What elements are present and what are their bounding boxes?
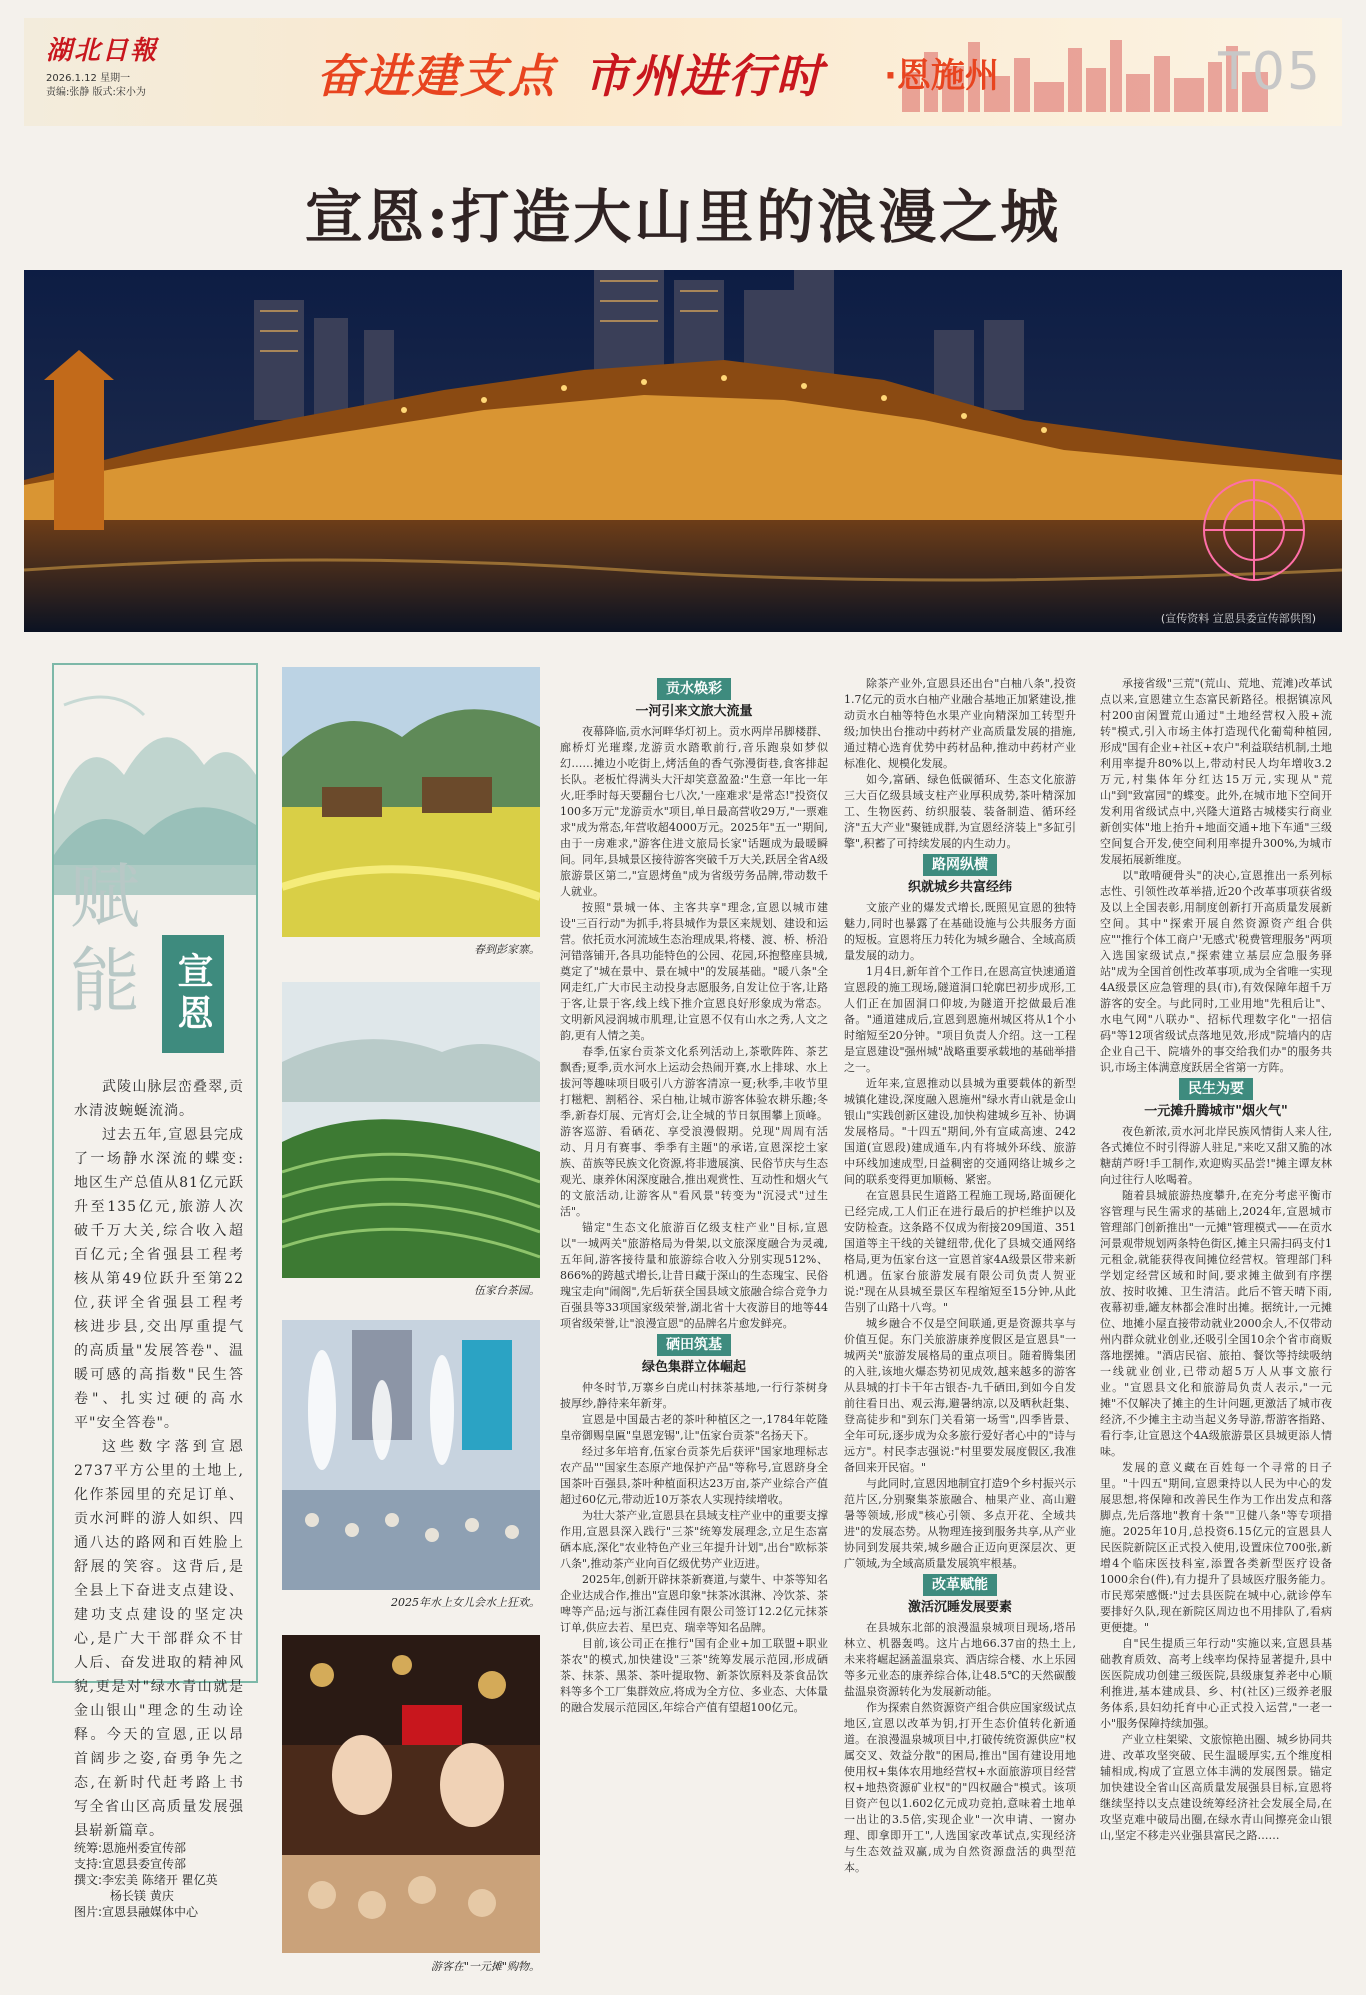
text-column-1	[560, 676, 828, 1976]
paragraph: 文旅产业的爆发式增长,既照见宣恩的独特魅力,同时也暴露了在基础设施与公共服务方面的短板。宣恩将压力转化为城乡融合、全域高质量发展的动力。	[844, 901, 1076, 962]
column-region: ·恩施州	[884, 56, 999, 96]
editor-credits: 责编:张静 版式:宋小为	[46, 87, 146, 98]
paragraph: 夜色新浓,贡水河北岸民族风情街人来人往,各式摊位不时引得游人驻足,"来吃又甜又脆的冰糖葫芦呀!手工制作,欢迎购买品尝!"摊主谭友林向过往行人吆喝着。	[1100, 1125, 1332, 1186]
section-title: 织就城乡共富经纬	[907, 880, 1012, 895]
paragraph: 自"民生提质三年行动"实施以来,宣恩县基础教育质效、高考上线率均保持显著提升,县中医医院成功创建三级医院,县级康复养老中心顺利推进,基本建成县、乡、村(社区)三级养老服务体系,县妇幼托育中心正式投入运营,"一老一小"服务保障持续加强。	[1100, 1637, 1332, 1730]
section-badge: 民生为要	[1179, 1078, 1253, 1100]
hero-credit: (宣传资料 宣恩县委宣传部供图)	[1160, 612, 1316, 625]
page-number: T05	[1218, 42, 1322, 102]
column-title: 奋进建支点	[316, 49, 556, 103]
paragraph: 承接省级"三荒"(荒山、荒地、荒滩)改革试点以来,宣恩建立生态富民新路径。根据镇凉风村200亩闲置荒山通过"土地经营权入股+流转"模式,引入市场主体打造现代化葡萄种植园,形成"国有企业+社区+农户"利益联结机制,土地利用率提升80%以上,带动村民人均年增收3.2万元,村集体年分红达15万元,实现从"荒山"到"致富园"的蝶变。此外,在城市地下空间开发利用省级试点中,兴隆大道路古城楼实行商业新创实体"地上抬升+地面交通+地下车通"三级空间复合开发,使空间利用率提升300%,为城市发展拓展新维度。	[1100, 677, 1332, 866]
photo-one-yuan-stall	[282, 1635, 540, 1953]
text-column-3	[1100, 676, 1332, 1976]
credit-line: 撰文:李宏美 陈绪开 瞿亿英	[74, 1873, 218, 1887]
photo-caption: 春到彭家寨。	[474, 943, 540, 956]
night-market-scene	[282, 1635, 540, 1953]
section-badge: 硒田筑基	[657, 1334, 731, 1356]
paragraph: 2025年,创新开辟抹茶新赛道,与蒙牛、中茶等知名企业达成合作,推出"宣恩印象"抹茶冰淇淋、冷饮茶、茶啤等产品;远与浙江森佳园有限公司签订12.2亿元抹茶订单,供应去若、星巴克、瑞幸等知名品牌。	[560, 1573, 828, 1634]
paragraph: 除茶产业外,宣恩县还出台"白柚八条",投资1.7亿元的贡水白柚产业融合基地正加紧建设,推动贡水白柚等特色水果产业向精深加工转型升级;加快出台推动中药材产业高质量发展的措施,通过精心选育优势中药材品种,推动中药材产业标准化、规模化发展。	[844, 677, 1076, 770]
paragraph: 宣恩是中国最古老的茶叶种植区之一,1784年乾隆皇帝御赐皇匾"皇恩宠锡",让"伍家台贡茶"名扬天下。	[560, 1413, 828, 1442]
section-badge: 改革赋能	[923, 1574, 997, 1596]
intro-paragraph: 武陵山脉层峦叠翠,贡水清波蜿蜒流淌。	[74, 1079, 244, 1119]
paragraph: 锚定"生态文化旅游百亿级支柱产业"目标,宣恩以"一城两关"旅游格局为骨架,以文旅深度融合为灵魂,五年间,游客接待量和旅游综合收入分别实现512%、866%的跨越式增长,让昔日藏于深山的生态瑰宝、民俗瑰宝走向"闹阁",先后斩获全国县域文旅融合综合竞争力百强县等33项国家级荣誉,湖北省十大夜游目的地等44项省级荣誉,让"浪漫宣恩"的品牌名片愈发鲜亮。	[560, 1221, 828, 1330]
paragraph: 与此同时,宣恩因地制宜打造9个乡村振兴示范片区,分别聚集茶旅融合、柚果产业、高山避暑等领域,形成"核心引领、多点开花、全域共进"的发展态势。从物理连接到服务共享,从产业协同到发展共荣,城乡融合正迈向更深层次、更广领域,为全域高质量发展筑牢根基。	[844, 1477, 1076, 1570]
paragraph: 春季,伍家台贡茶文化系列活动上,茶歌阵阵、茶艺飘香;夏季,贡水河水上运动会热闹开赛,水上排球、水上拔河等趣味项目吸引八方游客清凉一夏;秋季,丰收节里打糍粑、割稻谷、采白柚,让城市游客体验农耕乐趣;冬季,新春灯展、元宵灯会,让全城的节日氛围攀上顶峰。游客巡游、看硒花、享受浪漫假期。兑现"周周有活动、月月有赛事、季季有主题"的承诺,宣恩深挖土家族、苗族等民族文化资源,将非遗展演、民俗节庆与生态观光、康养休闲深度融合,推出观赏性、互动性和烟火气的文旅活动,让游客从"看风景"转变为"沉浸式"过生活"。	[560, 1045, 828, 1218]
page-headline: 宣恩:打造大山里的浪漫之城	[304, 183, 1062, 251]
section-title: 绿色集群立体崛起	[641, 1360, 746, 1375]
photo-wujiatai	[282, 982, 540, 1278]
paragraph: 发展的意义藏在百姓每一个寻常的日子里。"十四五"期间,宣恩秉持以人民为中心的发展思想,将保障和改善民生作为工作出发点和落脚点,先后落地"教育十条""卫健八条"等专项措施。2025年10月,总投资6.15亿元的宣恩县人民医院新院区正式投入使用,设置床位700张,新增4个临床医技科室,添置各类新型医疗设备1000余台(件),有力提升了县域医疗服务能力。市民郑荣感慨:"过去县医院在城中心,就诊停车要排好久队,现在新院区周边也不用排队了,看病更便捷。"	[1100, 1461, 1332, 1634]
column-subtitle: 市州进行时	[584, 49, 824, 103]
paragraph: 为壮大茶产业,宣恩县在县域支柱产业中的重要支撑作用,宣恩县深入践行"三茶"统筹发展理念,立足生态富硒本底,深化"农业特色产业三年提升计划",出台"欧标茶八条",推动茶产业向百亿级优势产业迈进。	[560, 1509, 828, 1570]
paragraph: 近年来,宣恩推动以县城为重要载体的新型城镇化建设,深度融入恩施州"绿水青山就是金山银山"实践创新区建设,加快构建城乡互补、协调发展格局。"十四五"期间,外有宣咸高速、242国道(宣恩段)建成通车,内有将城外环线、旅游中环线加速成型,日益稠密的交通网络让城乡之间的联系变得更加顺畅、紧密。	[844, 1077, 1076, 1186]
newspaper-logo: 湖北日報	[46, 36, 159, 66]
paragraph: 作为探索自然资源资产组合供应国家级试点地区,宣恩以改革为钥,打开生态价值转化新通道。在浪漫温泉城项目中,打破传统资源供应"权属交叉、效益分散"的困局,推出"国有建设用地使用权+集体农用地经营权+水面旅游项目经营权+地热资源矿业权"的"四权融合"模式。该项目资产包以1.602亿元成功竞拍,意味着土地单一出让的3.5倍,实现企业"一次申请、一窗办理、即拿即开工",人选国家改革试点,实现经济与生态效益双赢,成为自然资源盘活的典型范本。	[844, 1701, 1076, 1874]
article-credits	[74, 1840, 264, 1920]
intro-paragraph: 这些数字落到宣恩2737平方公里的土地上,化作茶园里的充足订单、贡水河畔的游人如织、四通八达的路网和百姓脸上舒展的笑容。这背后,是全县上下奋进支点建设、建功支点建设的坚定决心,是广大干部群众不甘人后、奋发进取的精神风貌,更是对"绿水青山就是金山银山"理念的生动诠释。今天的宣恩,正以昂首阔步之姿,奋勇争先之态,在新时代赶考路上书写全省山区高质量发展强县崭新篇章。	[74, 1439, 244, 1839]
feature-sidebar	[52, 663, 258, 1839]
credit-line: 杨长镁 黄庆	[110, 1889, 174, 1903]
paragraph: 随着县城旅游热度攀升,在充分考虑平衡市容管理与民生需求的基础上,2024年,宣恩城市管理部门创新推出"一元摊"管理模式——在贡水河景观带规划两条特色街区,摊主只需扫码支付1元租金,就能获得夜间摊位经营权。管理部门科学划定经营区域和时间,要求摊主做到有序摆放、按时收摊、卫生清洁。此后不管天晴下雨,夜幕初垂,罐友林都会准时出摊。据统计,一元摊位、地摊小屋直接带动就业2000余人,不仅带动州内群众就业创业,还吸引全国10余个省市商贩落地摆摊。"酒店民宿、旅拍、餐饮等持续吸纳一线就业创业,已带动超5万人从事文旅行业。"宣恩县文化和旅游局负责人表示,"一元摊"不仅解决了摊主的生计问题,更激活了城市夜经济,不少摊主主动当起义务导游,帮游客指路、看行李,让宣恩这个4A级旅游景区县城更添人情味。	[1100, 1189, 1332, 1458]
sidebar-intro	[74, 1075, 244, 1843]
festival-scene	[282, 1320, 540, 1590]
issue-meta	[46, 72, 146, 100]
paragraph: 城乡融合不仅是空间联通,更是资源共享与价值互促。东门关旅游康养度假区是宣恩县"一城两关"旅游发展格局的重点项目。随着腾集团的入驻,该地火爆态势初见成效,越来越多的游客从县城的打卡干年古银杏-九千硒田,到如今自发前往看日出、观云海,避暑纳凉,以及晒秋赶集、登高徒步和"到东门关看第一场雪",四季皆景、全年可玩,逐步成为众多旅行爱好者心中的"诗与远方"。村民李志强说:"村里要发展度假区,我准备回来开民宿。"	[844, 1317, 1076, 1474]
section-title: 一元摊升腾城市"烟火气"	[1144, 1104, 1288, 1119]
text-column-2	[844, 676, 1076, 1976]
paragraph: 按照"景城一体、主客共享"理念,宣恩以城市建设"三百行动"为抓手,将县城作为景区来规划、建设和运营。依托贡水河流域生态治理成果,将楼、渡、桥、桥沿河错落铺开,各具功能特色的公园、花园,环抱整座县城,奠定了"城在景中、景在城中"的发展基础。"暖八条"全网走红,广大市民主动投身志愿服务,自发让位于客,让路于客,让景于客,线上线下推介宣恩良好形象成为常态。文明新风浸润城市肌理,让宣恩不仅有山水之秀,人文之韵,更有人情之美。	[560, 901, 828, 1042]
credit-line: 支持:宣恩县委宣传部	[74, 1857, 187, 1871]
paragraph: 在宣恩县民生道路工程施工现场,路面硬化已经完成,工人们正在进行最后的护栏维护以及安防检查。这条路不仅成为衔接209国道、351国道等主干线的关键纽带,优化了县城交通网络格局,更为伍家台这一宣恩首家4A级景区带来新机遇。伍家台旅游发展有限公司负责人贺亚说:"现在从县城至景区车程缩短至15分钟,从此告别了山路十八弯。"	[844, 1189, 1076, 1314]
hero-photo	[24, 270, 1342, 632]
paragraph: 经过多年培育,伍家台贡茶先后获评"国家地理标志农产品""国家生态原产地保护产品"等称号,宣恩跻身全国茶叶百强县,茶叶种植面积达23万亩,茶产业综合产值超过60亿元,带动近10万茶农人实现持续增收。	[560, 1445, 828, 1506]
photo-pengjiazhai	[282, 667, 540, 937]
masthead	[24, 18, 1342, 126]
paragraph: 仲冬时节,万寨乡白虎山村抹茶基地,一行行茶树身披厚纱,静待来年新芽。	[560, 1381, 828, 1410]
paragraph: 以"敢啃硬骨头"的决心,宣恩推出一系列标志性、引领性改革举措,近20个改革事项获省级及以上全国表彰,用制度创新打开高质量发展新空间。其中"探索开展自然资源资产组合供应""推行个体工商户'无感式'税费管理服务"两项入选国家级试点,"探索建立基层应急服务驿站"成为全国首创性改革事项,成为全省唯一实现4A级景区应急管理的县(市),有效保障年超千万游客的安全。与此同时,工业用地"先租后让"、水电气网"八联办"、招标代理数字化"一招信码"等12项省级试点落地见效,形成"院墙内的店企业自己干、院墙外的事交给我们办"的服务共识,市场主体满意度跃居全省第一方阵。	[1100, 869, 1332, 1074]
photo-water-festival	[282, 1320, 540, 1590]
paragraph: 目前,该公司正在推行"国有企业+加工联盟+职业茶农"的模式,加快建设"三茶"统筹发展示范园,形成硒茶、抹茶、黑茶、茶叶提取物、新茶饮原料及茶食品饮料等多个工厂集群效应,将成为全方位、多业态、大体量的融合发展示范园区,年综合产值有望超100亿元。	[560, 1637, 828, 1714]
section-badge: 贡水焕彩	[657, 678, 731, 700]
paragraph: 如今,富硒、绿色低碳循环、生态文化旅游三大百亿级县域支柱产业厚积成势,茶叶精深加工、生物医药、纺织服装、装备制造、循环经济"五大产业"聚链成群,为宣恩经济装上"多缸引擎",积蓄了可持续发展的内生动力。	[844, 773, 1076, 850]
paragraph: 1月4日,新年首个工作日,在恩高宣快速通道宣恩段的施工现场,隧道洞口轮廓巴初步成形,工人们正在加固洞口仰坡,为隧道开挖做最后准备。"通道建成后,宣恩到恩施州城区将从1个小时缩短至20分钟。"项目负责人介绍。这一工程是宣恩建设"强州城"战略重要承载地的基础举措之一。	[844, 965, 1076, 1074]
county-tag: 宣恩	[162, 935, 224, 1053]
photo-caption: 游客在"一元摊"购物。	[430, 1960, 540, 1973]
tea-garden-scene	[282, 982, 540, 1278]
section-badge: 路网纵横	[923, 854, 997, 876]
paragraph: 在县城东北部的浪漫温泉城项目现场,塔吊林立、机器轰鸣。这片占地66.37亩的热土上,未来将崛起涵盖温泉宾、酒店综合楼、水上乐园等多元业态的康养综合体,让48.5℃的天然碳酸盐温泉资源转化为发展新动能。	[844, 1621, 1076, 1698]
night-town-illustration	[24, 270, 1342, 632]
photo-caption: 伍家台茶园。	[474, 1284, 540, 1297]
section-title: 激活沉睡发展要素	[907, 1600, 1012, 1615]
paragraph: 产业立柱架梁、文旅惊艳出圈、城乡协同共进、改革攻坚突破、民生温暖厚实,五个维度相辅相成,构成了宣恩立体丰满的发展图景。锚定加快建设全省山区高质量发展强县目标,宣恩将继续坚持以支点建设统筹经济社会发展全局,在攻坚克难中破局出圈,在绿水青山间擦亮金山银山,坚定不移走兴业强县富民之路……	[1100, 1733, 1332, 1842]
issue-date: 2026.1.12 星期一	[46, 73, 131, 84]
fu-neng-calligraphy: 赋能	[70, 856, 140, 1022]
credit-line: 统筹:恩施州委宣传部	[74, 1841, 187, 1855]
intro-paragraph: 过去五年,宣恩县完成了一场静水深流的蝶变:地区生产总值从81亿元跃升至135亿元,旅游人次破千万大关,综合收入超百亿元;全省强县工程考核从第49位跃升至第22位,获评全省强县工程考核进步县,交出厚重提气的高质量"发展答卷"、温暖可感的高指数"民生答卷"、扎实过硬的高水平"安全答卷"。	[74, 1127, 244, 1431]
credit-line: 图片:宣恩县融媒体中心	[74, 1905, 199, 1919]
paragraph: 夜幕降临,贡水河畔华灯初上。贡水两岸吊脚楼群、廊桥灯光璀璨,龙游贡水踏歌前行,音乐跑泉如梦似幻……摊边小吃街上,烤活鱼的香气弥漫街巷,食客排起长队。老板忙得满头大汗却笑意盈盈:"生意一年比一年火,旺季时每天要翻台七八次,'一座难求'是常态!"投资仅100多万元"龙游贡水"项目,单日最高营收29万,"一票难求"成为常态,年营收超4000万元。2025年"五一"期间,由于一房难求,"游客住进文旅局长家"话题成为最暖瞬间。同年,县城景区接待游客突破千万大关,跃居全省A级旅游景区第二,"宣恩烤鱼"成为省级劳务品牌,带动数千人就业。	[560, 725, 828, 898]
section-title: 一河引来文旅大流量	[635, 704, 753, 719]
village-scene	[282, 667, 540, 937]
photo-caption: 2025年水上女儿会水上狂欢。	[391, 1596, 540, 1609]
